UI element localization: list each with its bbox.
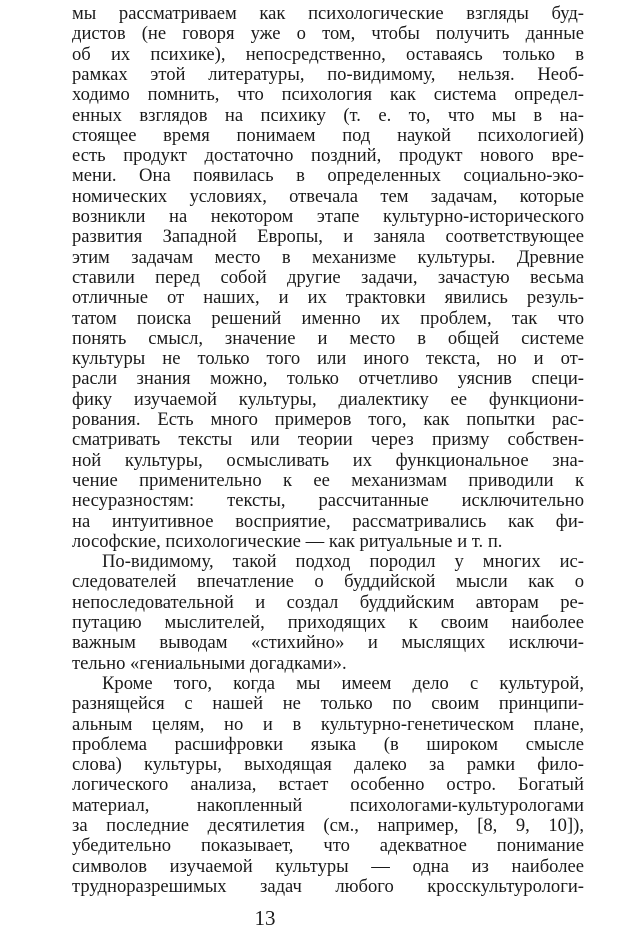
text-line: ставили перед собой другие задачи, зачастую весьма xyxy=(72,266,584,288)
text-line: путацию мыслителей, приходящих к своим наиболее xyxy=(72,612,584,633)
text-line: есть продукт достаточно поздний, продукт нового вре- xyxy=(72,145,584,167)
text-line: стоящее время понимаем под наукой психологией) xyxy=(72,124,584,146)
text-line: енных взглядов на психику (т. е. то, что мы в на- xyxy=(72,104,584,126)
text-line: мени. Она появилась в определенных социально-эко- xyxy=(72,165,584,187)
text-line: отличные от наших, и их трактовки явились резуль- xyxy=(72,287,584,309)
text-line: об их психике), непосредственно, оставаясь только в xyxy=(72,43,584,65)
text-line: ходимо помнить, что психология как система определ- xyxy=(72,84,584,106)
text-line: понять смысл, значение и место в общей системе xyxy=(72,327,584,349)
text-line: логического анализа, встает особенно остро. Богатый xyxy=(72,774,584,796)
text-line: несуразностям: тексты, рассчитанные исключительно xyxy=(72,490,584,512)
text-line: этим задачам место в механизме культуры. Древние xyxy=(72,246,584,268)
text-line: сматривать тексты или теории через призму собствен- xyxy=(72,429,584,451)
page-number: 13 xyxy=(254,906,276,930)
text-line: фику изучаемой культуры, диалектику ее функциони- xyxy=(72,388,584,410)
text-line: ной культуры, осмысливать их функциональное зна- xyxy=(72,449,584,471)
text-line: мы рассматриваем как психологические взгляды буд- xyxy=(72,3,584,24)
text-line: возникли на некотором этапе культурно-исторического xyxy=(72,206,584,227)
text-line: развития Западной Европы, и заняла соответствующее xyxy=(72,226,584,248)
text-line: дистов (не говоря уже о том, чтобы получить данные xyxy=(72,23,584,45)
text-line: культуры не только того или иного текста, но и от- xyxy=(72,348,584,370)
text-line: материал, накопленный психологами-культурологами xyxy=(72,794,584,816)
text-line: за последние десятилетия (см., например, [8, 9, 10]), xyxy=(72,815,584,836)
text-line: лософские, психологические — как ритуальные и т. п. xyxy=(72,530,503,552)
text-line: важным выводам «стихийно» и мыслящих исключи- xyxy=(72,632,584,654)
text-line: слова) культуры, выходящая далеко за рамки фило- xyxy=(72,754,584,776)
text-line: разнящейся с нашей не только по своим принципи- xyxy=(72,693,584,715)
text-line: чение применительно к ее механизмам приводили к xyxy=(72,469,584,491)
text-line: трудноразрешимых задач любого кросскультурологи- xyxy=(72,875,584,897)
text-line: проблема расшифровки языка (в широком смысле xyxy=(72,733,584,755)
paragraph-start-line: Кроме того, когда мы имеем дело с культурой, xyxy=(102,672,584,694)
text-line: следователей впечатление о буддийской мысли как о xyxy=(72,571,584,593)
text-line: альным целям, но и в культурно-генетическом плане, xyxy=(72,713,584,735)
text-line: убедительно показывает, что адекватное понимание xyxy=(72,835,584,857)
text-line: рования. Есть много примеров того, как попытки рас- xyxy=(72,409,584,430)
text-line: рамках этой литературы, по-видимому, нельзя. Необ- xyxy=(72,63,584,85)
text-line: татом поиска решений именно их проблем, так что xyxy=(72,307,584,329)
paragraph-start-line: По-видимому, такой подход породил у многих ис- xyxy=(102,551,584,573)
text-line: на интуитивное восприятие, рассматривались как фи- xyxy=(72,510,584,532)
text-line: символов изучаемой культуры — одна из наиболее xyxy=(72,855,584,877)
text-line: расли знания можно, только отчетливо уяснив специ- xyxy=(72,368,584,390)
text-line: номических условиях, отвечала тем задачам, которые xyxy=(72,185,584,207)
text-line: тельно «гениальными догадками». xyxy=(72,652,347,674)
text-line: непоследовательной и создал буддийским авторам ре- xyxy=(72,591,584,613)
